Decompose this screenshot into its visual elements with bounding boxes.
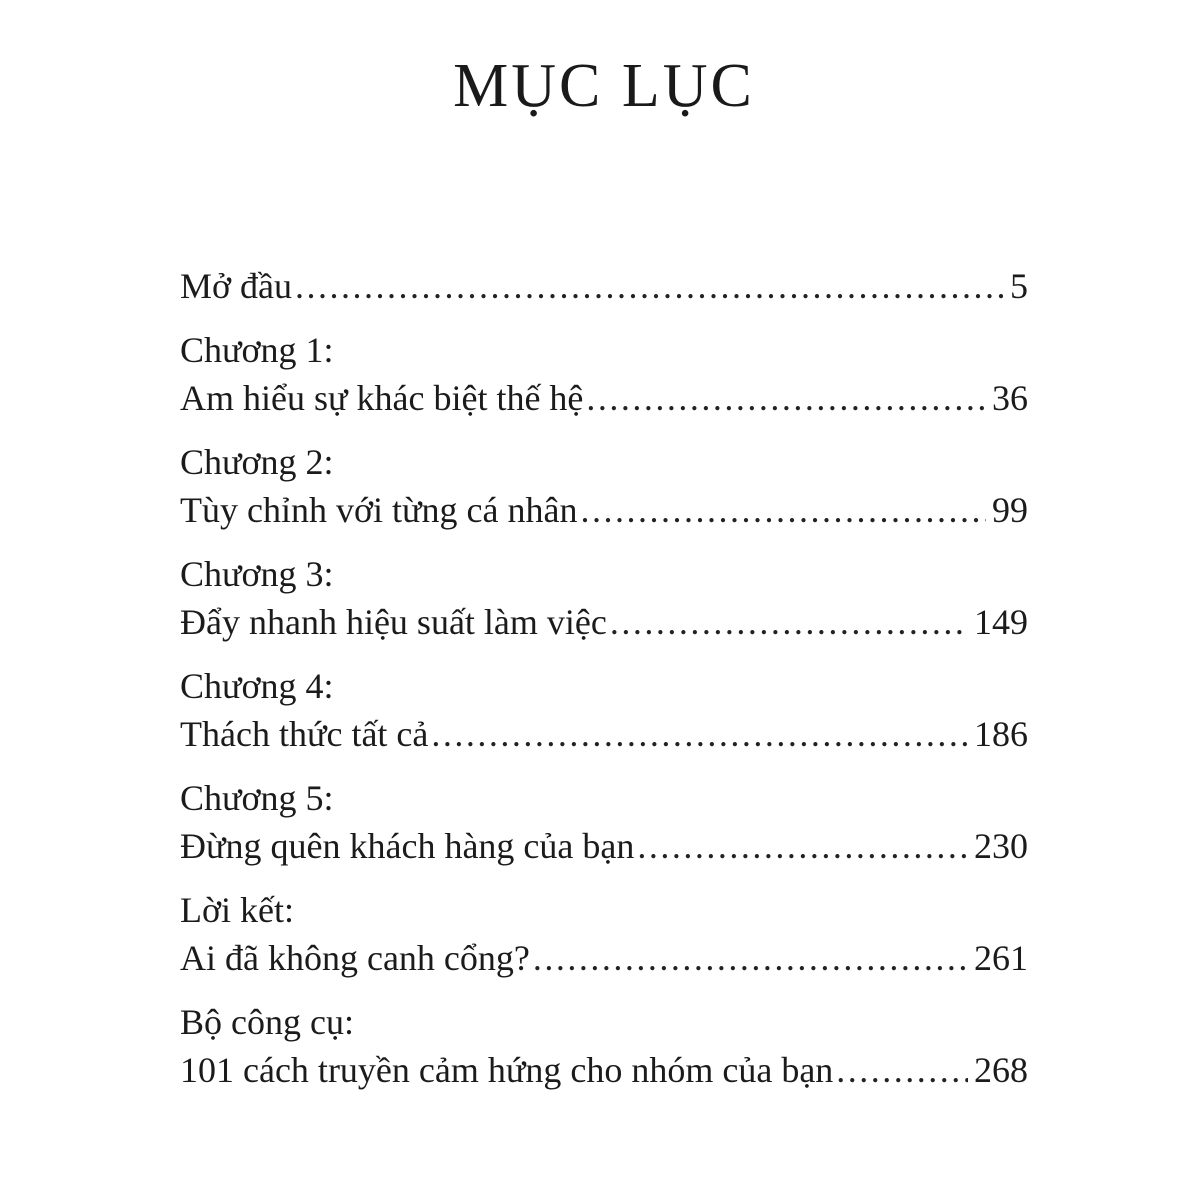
toc-entry-title: Mở đầu: [180, 266, 293, 306]
toc-entry-title-row: [180, 822, 1028, 870]
toc-entry-title-row: [180, 934, 1028, 982]
page-number: 36: [992, 378, 1028, 418]
dot-leader: [586, 374, 986, 422]
toc-entry-label: Bộ công cụ:: [180, 1002, 354, 1042]
page-number: 261: [974, 938, 1028, 978]
toc-entry-title-row: [180, 262, 1028, 310]
page-number: 149: [974, 602, 1028, 642]
page-number: 186: [974, 714, 1028, 754]
page-number: 99: [992, 490, 1028, 530]
toc-entry-label: Chương 1:: [180, 330, 334, 370]
toc-entry: [180, 998, 1028, 1094]
dot-leader: [431, 710, 968, 758]
toc-entry: [180, 438, 1028, 534]
dot-leader: [533, 934, 968, 982]
toc-entry: [180, 262, 1028, 310]
toc-entry-title: Đẩy nhanh hiệu suất làm việc: [180, 602, 607, 642]
page-number: 268: [974, 1050, 1028, 1090]
dot-leader: [610, 598, 968, 646]
toc-entry-title: Đừng quên khách hàng của bạn: [180, 826, 635, 866]
toc-entry-title-row: [180, 374, 1028, 422]
toc-entry-label: Chương 5:: [180, 778, 334, 818]
toc-entry-title: Tùy chỉnh với từng cá nhân: [180, 490, 578, 530]
toc-entry-title: Ai đã không canh cổng?: [180, 938, 530, 978]
toc-entry: [180, 326, 1028, 422]
toc-entry-title-row: [180, 598, 1028, 646]
dot-leader: [295, 262, 1004, 310]
page-number: 230: [974, 826, 1028, 866]
page-title: MỤC LỤC: [453, 52, 755, 120]
toc-entry-label: Chương 2:: [180, 442, 334, 482]
dot-leader: [836, 1046, 968, 1094]
toc-entry-label: Chương 3:: [180, 554, 334, 594]
dot-leader: [580, 486, 986, 534]
toc-entry-label: Lời kết:: [180, 890, 295, 930]
page-number: 5: [1010, 266, 1028, 306]
toc-entry-title: Thách thức tất cả: [180, 714, 429, 754]
toc-entry: [180, 662, 1028, 758]
toc-entry: [180, 550, 1028, 646]
toc-entry: [180, 886, 1028, 982]
dot-leader: [637, 822, 968, 870]
toc-entry-title: Am hiểu sự khác biệt thế hệ: [180, 378, 584, 418]
toc-entry-title-row: [180, 1046, 1028, 1094]
toc-entry-title: 101 cách truyền cảm hứng cho nhóm của bạn: [180, 1050, 834, 1090]
toc-entry-title-row: [180, 710, 1028, 758]
toc-entry-title-row: [180, 486, 1028, 534]
toc-entry-label: Chương 4:: [180, 666, 334, 706]
toc-entry: [180, 774, 1028, 870]
